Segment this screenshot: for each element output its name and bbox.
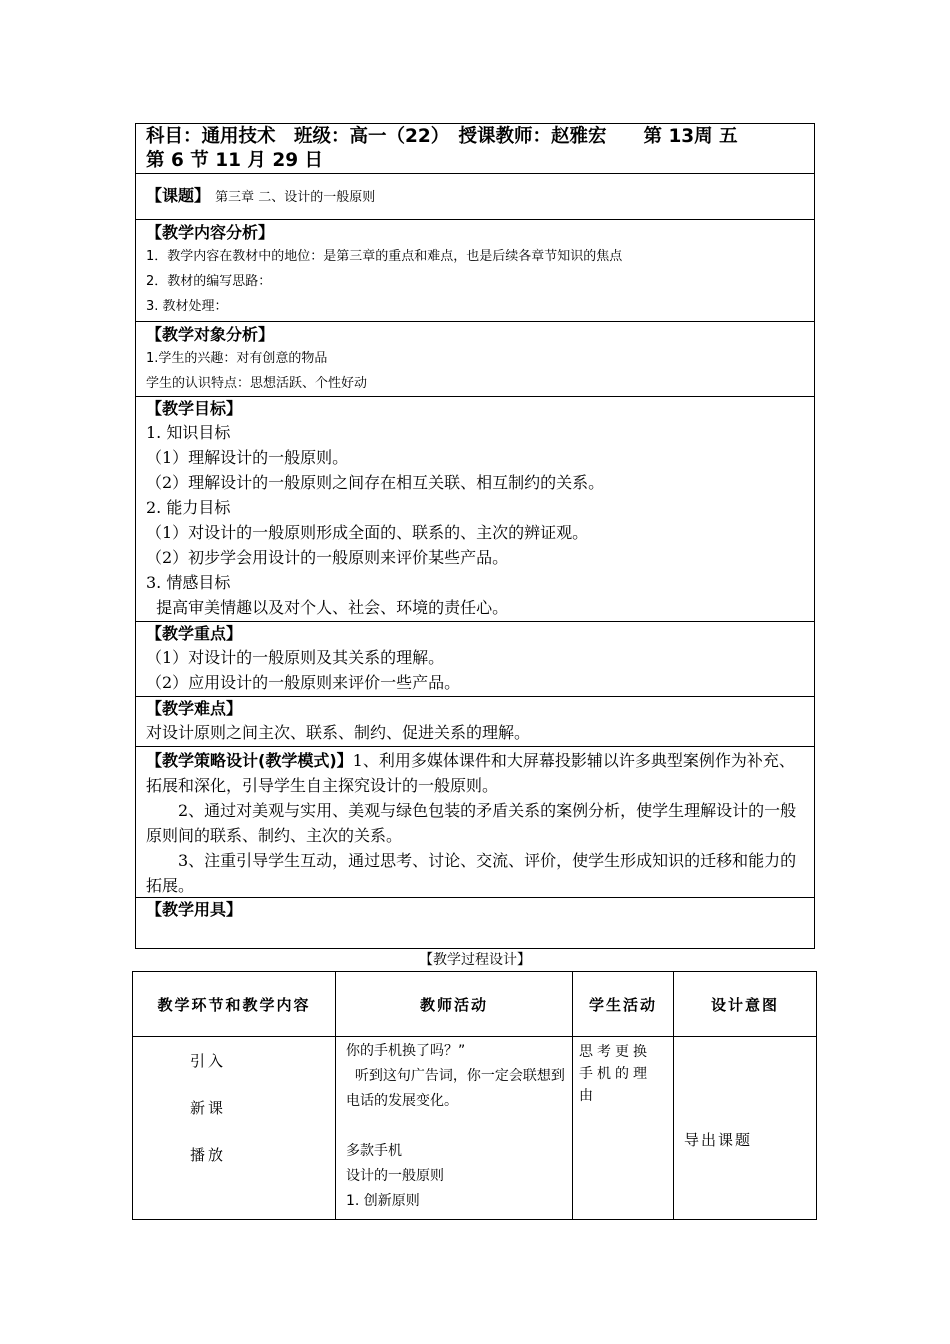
column-header: 教师活动	[336, 972, 573, 1037]
lesson-info-table	[135, 123, 815, 949]
tools-cell	[136, 898, 814, 948]
objective-line: 1. 知识目标	[146, 423, 231, 442]
header-line-2: 第 6 节 11 月 29 日	[146, 150, 324, 171]
teacher-line: 你的手机换了吗？”	[346, 1043, 466, 1059]
objective-line: （2）初步学会用设计的一般原则来评价某些产品。	[146, 548, 509, 567]
teacher-line: 多款手机	[346, 1143, 402, 1159]
column-header: 学生活动	[573, 972, 674, 1037]
column-header: 教学环节和教学内容	[133, 972, 336, 1037]
strategy-paragraph: 1、利用多媒体课件和大屏幕投影辅以许多典型案例作为补充、拓展和深化，引导学生自主探究设计的一般原则。	[146, 751, 795, 795]
stage-item: 引入	[190, 1052, 227, 1070]
strategy-title: 【教学策略设计(教学模式)】	[146, 751, 353, 770]
student-analysis-cell	[136, 322, 814, 397]
strategy-paragraph: 3、注重引导学生互动，通过思考、讨论、交流、评价，使学生形成知识的迁移和能力的拓展。	[146, 851, 797, 895]
student-analysis-item: 1.学生的兴趣：对有创意的物品	[146, 351, 328, 366]
topic-cell	[136, 174, 814, 220]
student-analysis-item: 学生的认识特点：思想活跃、个性好动	[146, 376, 368, 391]
objective-line: （1）理解设计的一般原则。	[146, 448, 349, 467]
column-header: 设计意图	[674, 972, 817, 1037]
difficulties-text: 对设计原则之间主次、联系、制约、促进关系的理解。	[146, 723, 531, 742]
teaching-process-table	[132, 971, 817, 1220]
objective-line: 提高审美情趣以及对个人、社会、环境的责任心。	[146, 598, 509, 617]
process-design-title: 【教学过程设计】	[419, 952, 531, 968]
content-analysis-title: 【教学内容分析】	[146, 223, 275, 242]
objective-line: （2）理解设计的一般原则之间存在相互关联、相互制约的关系。	[146, 473, 605, 492]
objective-line: （1）对设计的一般原则形成全面的、联系的、主次的辨证观。	[146, 523, 589, 542]
key-points-title: 【教学重点】	[146, 624, 243, 643]
teacher-line: 听到这句广告词，你一定会联想到电话的发展变化。	[346, 1068, 565, 1109]
stage-cell	[133, 1037, 336, 1220]
topic-label: 【课题】	[146, 186, 211, 205]
content-analysis-item: 1．教学内容在教材中的地位：是第三章的重点和难点，也是后续各章节知识的焦点	[146, 249, 623, 264]
tools-title: 【教学用具】	[146, 900, 243, 919]
teacher-line: 1. 创新原则	[346, 1193, 420, 1209]
stage-item: 播放	[190, 1146, 227, 1164]
objectives-cell	[136, 397, 814, 622]
stage-item: 新课	[190, 1099, 227, 1117]
topic-value: 第三章 二、设计的一般原则	[215, 190, 376, 205]
content-analysis-item: 3. 教材处理：	[146, 299, 228, 314]
teacher-line: 设计的一般原则	[346, 1168, 444, 1184]
design-intent-cell: 导出课题	[674, 1037, 817, 1220]
table-header-row	[133, 972, 817, 1037]
student-activity-cell: 思考更换手机的理由	[573, 1037, 674, 1220]
student-analysis-title: 【教学对象分析】	[146, 325, 275, 344]
key-point-line: （1）对设计的一般原则及其关系的理解。	[146, 648, 445, 667]
strategy-cell	[136, 747, 814, 898]
key-point-line: （2）应用设计的一般原则来评价一些产品。	[146, 673, 461, 692]
objective-line: 2. 能力目标	[146, 498, 231, 517]
objectives-title: 【教学目标】	[146, 399, 243, 418]
strategy-paragraph: 2、通过对美观与实用、美观与绿色包装的矛盾关系的案例分析，使学生理解设计的一般原则间的联系、制约、主次的关系。	[146, 801, 797, 845]
difficulties-title: 【教学难点】	[146, 699, 243, 718]
header-cell	[136, 124, 814, 174]
teacher-line-blank	[346, 1114, 566, 1139]
key-points-cell	[136, 622, 814, 697]
table-row	[133, 1037, 817, 1220]
content-analysis-item: 2．教材的编写思路：	[146, 274, 272, 289]
objective-line: 3. 情感目标	[146, 573, 231, 592]
difficulties-cell	[136, 697, 814, 747]
header-line-1: 科目：通用技术 班级：高一（22） 授课教师：赵雅宏 第 13周 五	[146, 126, 738, 147]
content-analysis-cell	[136, 220, 814, 322]
teacher-activity-cell	[336, 1037, 573, 1220]
